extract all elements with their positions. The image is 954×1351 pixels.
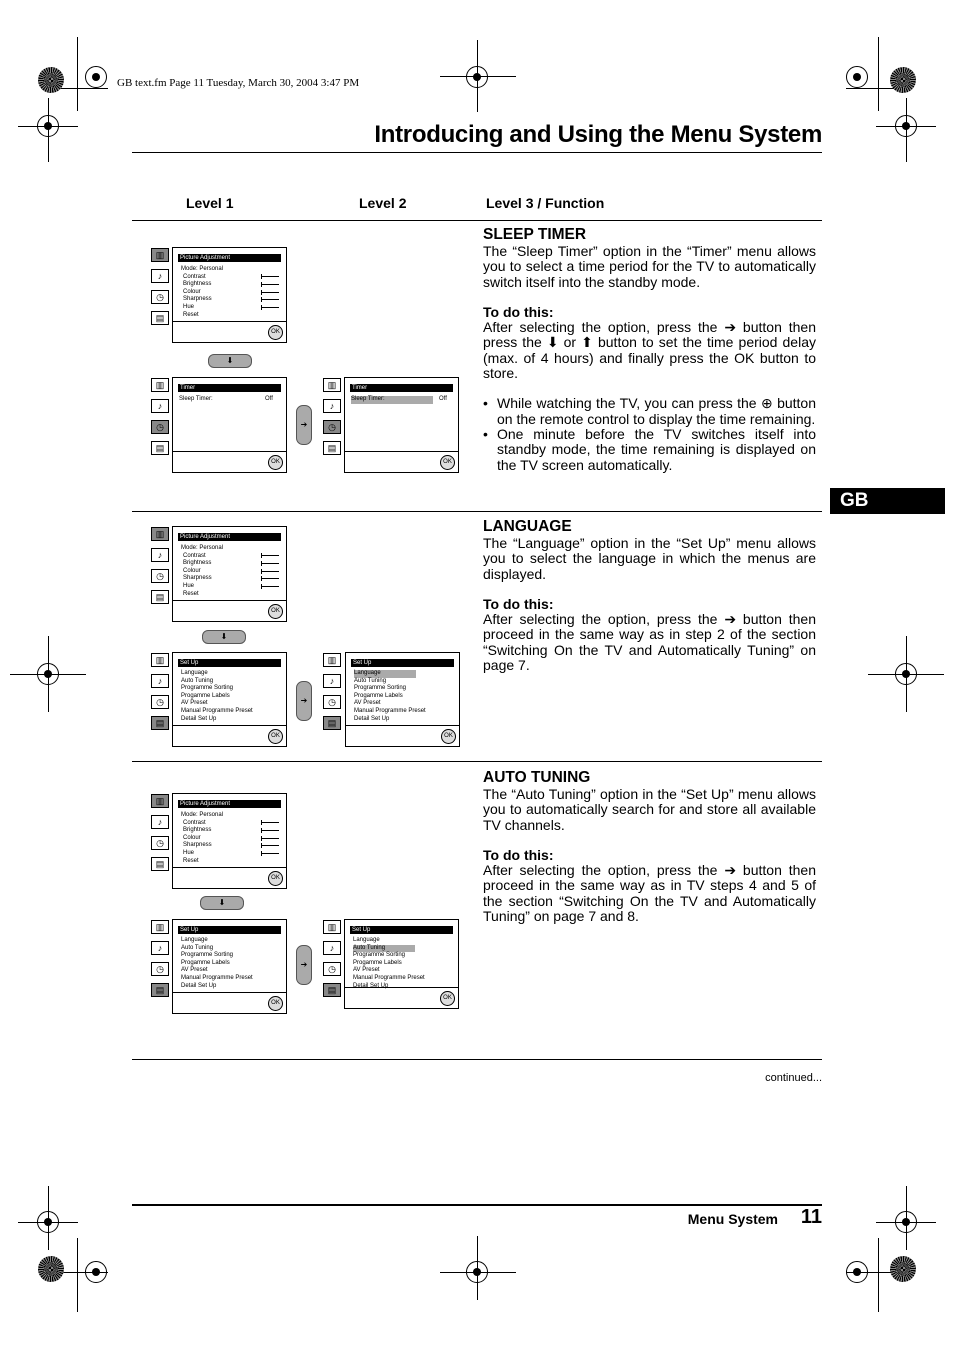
menu-item: Sharpness (183, 842, 212, 849)
registration-mark (85, 66, 107, 88)
color-rosette (890, 1256, 916, 1282)
ok-button-icon: OK (268, 325, 283, 340)
slider-bar (261, 830, 279, 831)
menu-footer (173, 600, 286, 621)
crop-mark (878, 37, 879, 111)
menu-item: Progamme Labels (181, 692, 230, 699)
crop-mark (77, 1238, 78, 1312)
setup-menu (172, 652, 287, 747)
section-heading: LANGUAGE (483, 518, 572, 535)
menu-footer (346, 725, 459, 746)
timer-clock-icon: ◷ (151, 290, 169, 304)
sound-icon: ♪ (151, 674, 169, 688)
note-item: • One minute before the TV switches itself into standby mode, the time remaining is displayed on the TV screen automatically. (483, 427, 816, 473)
auto-tuning-section (483, 769, 816, 924)
menu-title: Timer (178, 384, 281, 392)
menu-item: Programme Sorting (181, 685, 234, 692)
ok-button-icon: OK (268, 996, 283, 1011)
menu-item: Hue (183, 849, 195, 856)
menu-item: Manual Programme Preset (353, 974, 425, 981)
slider-bar (261, 578, 279, 579)
menu-title: Picture Adjustment (178, 533, 281, 541)
setup-icon: ▤ (151, 590, 169, 604)
setup-icon: ▤ (151, 983, 169, 997)
menu-item: AV Preset (354, 700, 381, 707)
crop-mark (77, 37, 78, 111)
picture-icon: ▥ (323, 653, 341, 667)
menu-footer (173, 992, 286, 1013)
timer-clock-icon: ◷ (151, 962, 169, 976)
sound-icon: ♪ (151, 399, 169, 413)
color-rosette (38, 1256, 64, 1282)
menu-footer (173, 451, 286, 472)
ok-button-icon: OK (268, 729, 283, 744)
registration-mark (846, 66, 868, 88)
registration-mark (895, 115, 917, 137)
picture-icon: ▥ (151, 378, 169, 392)
menu-item: Hue (183, 303, 195, 310)
ok-button-icon: OK (440, 991, 455, 1006)
menu-item: AV Preset (181, 967, 208, 974)
todo-label: To do this: (483, 846, 554, 863)
timer-clock-icon: ◷ (323, 420, 341, 434)
menu-body (173, 667, 286, 723)
picture-icon: ▥ (151, 653, 169, 667)
menu-value: Off (439, 396, 447, 402)
setup-icon: ▤ (151, 441, 169, 455)
menu-footer (345, 987, 458, 1008)
menu-item-highlighted: Sleep Timer: (351, 396, 433, 404)
setup-icon: ▤ (151, 311, 169, 325)
menu-item: Manual Programme Preset (181, 974, 253, 981)
sound-icon: ♪ (151, 548, 169, 562)
menu-item: Colour (183, 834, 201, 841)
menu-footer (345, 451, 458, 472)
menu-title: Picture Adjustment (178, 254, 281, 262)
section-heading: SLEEP TIMER (483, 226, 587, 243)
menu-item: Reset (183, 311, 199, 318)
menu-body (173, 541, 286, 598)
language-tab: GB (830, 488, 945, 514)
timer-clock-icon: ◷ (151, 569, 169, 583)
ok-button-icon: OK (268, 871, 283, 886)
menu-icon-column (151, 378, 169, 462)
slider-bar (261, 845, 279, 846)
sound-icon: ♪ (151, 941, 169, 955)
setup-icon: ▤ (323, 441, 341, 455)
menu-icon-column (323, 920, 341, 1004)
registration-mark (466, 1261, 488, 1283)
section-intro: The “Sleep Timer” option in the “Timer” menu allows you to select a time period for the TV to automatically switch itself into the standby mode. (483, 243, 816, 290)
menu-item: AV Preset (181, 700, 208, 707)
continued-note: continued... (765, 1072, 822, 1084)
menu-item: Progamme Labels (354, 692, 403, 699)
menu-body (173, 262, 286, 319)
picture-icon: ▥ (151, 920, 169, 934)
timer-clock-icon: ◷ (323, 695, 341, 709)
footer-label: Menu System (687, 1211, 778, 1227)
menu-item-highlighted: Auto Tuning (353, 945, 415, 953)
sound-icon: ♪ (323, 674, 341, 688)
menu-body (345, 934, 458, 990)
setup-icon: ▤ (323, 983, 341, 997)
menu-footer (173, 321, 286, 342)
right-arrow-button-icon: ➔ (296, 405, 312, 445)
menu-item: Sharpness (183, 575, 212, 582)
menu-icon-column (323, 653, 341, 737)
menu-icon-column (151, 794, 169, 878)
menu-item: Programme Sorting (354, 685, 407, 692)
menu-item: Language (353, 937, 380, 943)
menu-item: Reset (183, 590, 199, 597)
menu-item: Sleep Timer: (179, 396, 213, 402)
menu-item: Colour (183, 567, 201, 574)
slider-bar (261, 299, 279, 300)
menu-item: Hue (183, 582, 195, 589)
menu-body (173, 934, 286, 990)
section-intro: The “Auto Tuning” option in the “Set Up” menu allows you to automatically search for and store all available TV channels. (483, 786, 816, 833)
picture-menu (172, 793, 287, 889)
down-arrow-button-icon: ⬇ (200, 896, 244, 910)
picture-icon: ▥ (151, 527, 169, 541)
menu-title: Set Up (178, 926, 281, 934)
down-arrow-button-icon: ⬇ (208, 354, 252, 368)
picture-icon: ▥ (151, 248, 169, 262)
todo-label: To do this: (483, 303, 554, 320)
setup-menu-autotuning-selected (344, 919, 459, 1009)
registration-mark (37, 115, 59, 137)
registration-mark (37, 663, 59, 685)
section-steps: After selecting the option, press the ➔ button then press the ⬇ or ⬆ button to set the time period delay (max. of 4 hours) and finally press the OK button to store. (483, 319, 816, 382)
menu-item: AV Preset (353, 967, 380, 974)
menu-item: Colour (183, 288, 201, 295)
page-title: Introducing and Using the Menu System (374, 121, 822, 148)
sound-icon: ♪ (151, 269, 169, 283)
menu-body (345, 392, 458, 404)
section-divider (132, 1059, 822, 1060)
menu-item-highlighted: Language (354, 670, 416, 678)
slider-bar (261, 307, 279, 308)
menu-item: Brightness (183, 560, 212, 567)
section-steps: After selecting the option, press the ➔ button then proceed in the same way as in TV steps 4 and 5 of the section “Switching On the TV and Automatically Tuning” on page 7 and 8. (483, 862, 816, 925)
menu-item: Language (181, 937, 208, 943)
registration-mark (466, 66, 488, 88)
registration-mark (85, 1261, 107, 1283)
menu-body (173, 808, 286, 865)
slider-bar (261, 555, 279, 556)
timer-clock-icon: ◷ (151, 420, 169, 434)
section-divider (132, 761, 822, 762)
slider-bar (261, 284, 279, 285)
menu-item: Reset (183, 857, 199, 864)
color-rosette (38, 67, 64, 93)
column-level3: Level 3 / Function (486, 195, 605, 211)
menu-item: Contrast (183, 552, 206, 559)
menu-body (173, 392, 286, 404)
menu-value: Off (265, 396, 273, 402)
picture-icon: ▥ (323, 920, 341, 934)
slider-bar (261, 853, 279, 854)
section-intro: The “Language” option in the “Set Up” menu allows you to select the language in which the menus are displayed. (483, 535, 816, 582)
timer-menu (172, 377, 287, 473)
setup-icon: ▤ (323, 716, 341, 730)
section-divider (132, 511, 822, 512)
timer-menu-selected (344, 377, 459, 473)
menu-item: Auto Tuning (354, 677, 387, 684)
menu-icon-column (151, 653, 169, 737)
menu-item: Detail Set Up (353, 982, 389, 989)
footer-rule (132, 1204, 822, 1206)
ok-button-icon: OK (268, 604, 283, 619)
setup-menu (172, 919, 287, 1014)
sound-icon: ♪ (151, 815, 169, 829)
crop-mark (878, 1238, 879, 1312)
file-stamp: GB text.fm Page 11 Tuesday, March 30, 2004 3:47 PM (117, 77, 360, 89)
language-section (483, 518, 816, 673)
slider-bar (261, 586, 279, 587)
menu-title: Set Up (351, 659, 454, 667)
registration-mark (895, 663, 917, 685)
menu-item: Detail Set Up (181, 982, 217, 989)
menu-item: Brightness (183, 827, 212, 834)
column-level1: Level 1 (186, 195, 234, 211)
timer-clock-icon: ◷ (323, 962, 341, 976)
menu-title: Set Up (178, 659, 281, 667)
slider-bar (261, 822, 279, 823)
slider-bar (261, 838, 279, 839)
menu-item: Manual Programme Preset (354, 707, 426, 714)
menu-item: Contrast (183, 273, 206, 280)
menu-icon-column (151, 920, 169, 1004)
menu-item: Detail Set Up (354, 715, 390, 722)
section-heading: AUTO TUNING (483, 769, 591, 786)
menu-item: Contrast (183, 819, 206, 826)
menu-icon-column (151, 248, 169, 332)
registration-mark (37, 1211, 59, 1233)
slider-bar (261, 276, 279, 277)
menu-item: Programme Sorting (353, 952, 406, 959)
down-arrow-button-icon: ⬇ (202, 630, 246, 644)
menu-icon-column (151, 527, 169, 611)
slider-bar (261, 563, 279, 564)
todo-label: To do this: (483, 595, 554, 612)
right-arrow-button-icon: ➔ (296, 945, 312, 985)
picture-menu (172, 526, 287, 622)
setup-icon: ▤ (151, 716, 169, 730)
color-rosette (890, 67, 916, 93)
menu-title: Timer (350, 384, 453, 392)
menu-item: Brightness (183, 281, 212, 288)
registration-mark (895, 1211, 917, 1233)
timer-clock-icon: ◷ (151, 836, 169, 850)
menu-footer (173, 867, 286, 888)
ok-button-icon: OK (268, 455, 283, 470)
menu-item: Programme Sorting (181, 952, 234, 959)
menu-title: Picture Adjustment (178, 800, 281, 808)
sleep-timer-section (483, 226, 816, 473)
menu-footer (173, 725, 286, 746)
setup-menu-language-selected (345, 652, 460, 747)
slider-bar (261, 571, 279, 572)
picture-icon: ▥ (151, 794, 169, 808)
notes-list (483, 396, 816, 472)
picture-menu (172, 247, 287, 343)
sound-icon: ♪ (323, 941, 341, 955)
ok-button-icon: OK (440, 455, 455, 470)
registration-mark (846, 1261, 868, 1283)
menu-item: Auto Tuning (181, 677, 214, 684)
section-divider (132, 220, 822, 221)
menu-item: Progamme Labels (353, 959, 402, 966)
setup-icon: ▤ (151, 857, 169, 871)
menu-mode: Mode: Personal (181, 266, 224, 272)
menu-body (346, 667, 459, 723)
section-steps: After selecting the option, press the ➔ button then proceed in the same way as in step 2 of the section “Switching On the TV and Automatically Tuning” on page 7. (483, 611, 816, 674)
menu-mode: Mode: Personal (181, 812, 224, 818)
ok-button-icon: OK (441, 729, 456, 744)
title-rule (132, 152, 822, 153)
slider-bar (261, 292, 279, 293)
menu-item: Detail Set Up (181, 715, 217, 722)
column-level2: Level 2 (359, 195, 407, 211)
menu-item: Progamme Labels (181, 959, 230, 966)
right-arrow-button-icon: ➔ (296, 681, 312, 721)
timer-clock-icon: ◷ (151, 695, 169, 709)
picture-icon: ▥ (323, 378, 341, 392)
sound-icon: ♪ (323, 399, 341, 413)
menu-item: Sharpness (183, 296, 212, 303)
menu-mode: Mode: Personal (181, 545, 224, 551)
menu-item: Manual Programme Preset (181, 707, 253, 714)
page-number: 11 (800, 1206, 822, 1228)
note-item: • While watching the TV, you can press the ⊕ button on the remote control to display the time remaining. (483, 396, 816, 427)
menu-icon-column (323, 378, 341, 462)
menu-item: Language (181, 670, 208, 676)
menu-title: Set Up (350, 926, 453, 934)
menu-item: Auto Tuning (181, 944, 214, 951)
